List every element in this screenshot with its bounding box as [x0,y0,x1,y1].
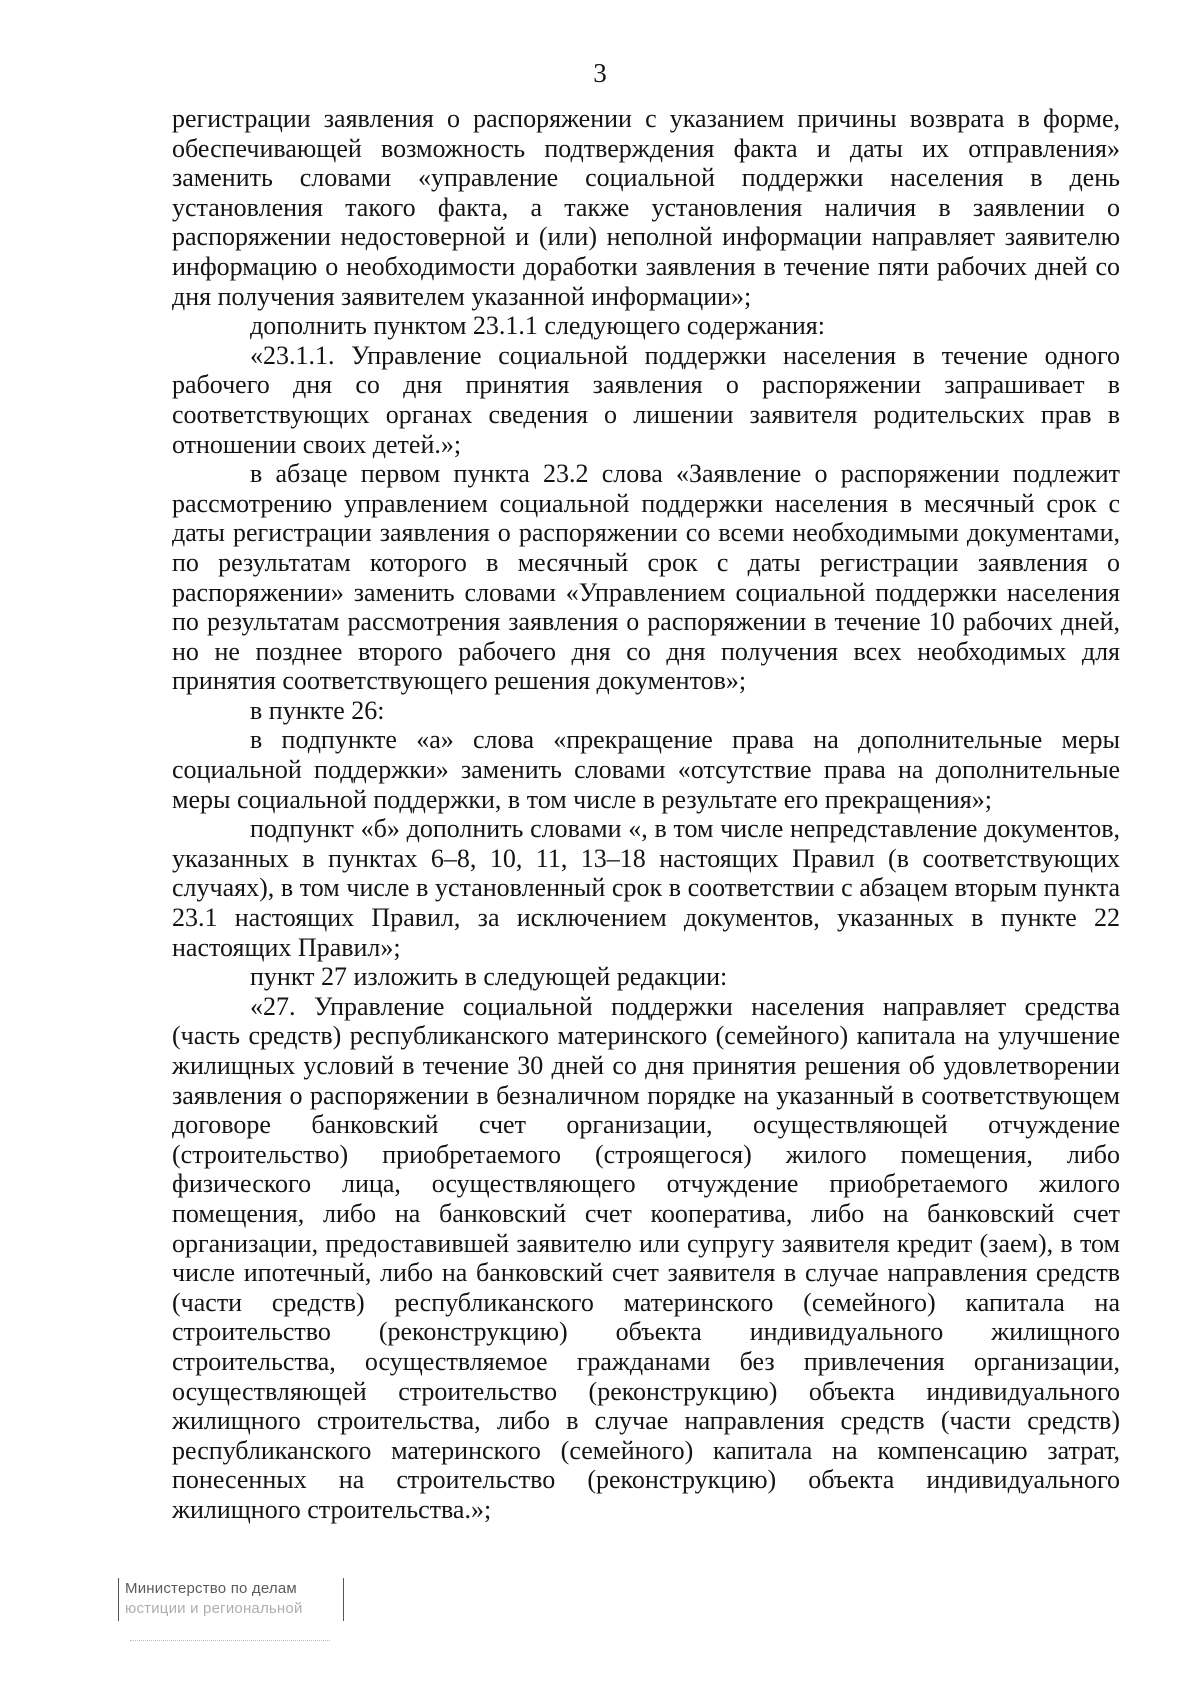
stamp-line: юстиции и региональной [125,1600,303,1617]
stamp-line: Министерство по делам [125,1580,297,1597]
paragraph: в абзаце первом пункта 23.2 слова «Заявление о распоряжении подлежит рассмотрению управлением социальной поддержки населения в месячный срок с даты регистрации заявления о распоряжении со всеми необходимыми документами, по результатам которого в месячный срок с даты регистрации заявления о распоряжении» заменить словами «Управлением социальной поддержки населения по результатам рассмотрения заявления о распоряжении в течение 10 рабочих дней, но не позднее второго рабочего дня со дня получения всех необходимых для принятия соответствующего решения документов»; [172,459,1120,696]
stamp-underline [130,1626,330,1641]
ministry-stamp [118,1578,344,1621]
paragraph-continuation: регистрации заявления о распоряжении с указанием причины возврата в форме, обеспечивающей возможность подтверждения факта и даты их отправления» заменить словами «управление социальной поддержки населения в день установления такого факта, а также установления наличия в заявлении о распоряжении недостоверной и (или) неполной информации направляет заявителю информацию о необходимости доработки заявления в течение пяти рабочих дней со дня получения заявителем указанной информации»; [172,104,1120,311]
paragraph: в подпункте «а» слова «прекращение права на дополнительные меры социальной поддержки» заменить словами «отсутствие права на дополнительные меры социальной поддержки, в том числе в результате его прекращения»; [172,725,1120,814]
document-body [172,104,1120,1525]
paragraph: подпункт «б» дополнить словами «, в том числе непредставление документов, указанных в пунктах 6–8, 10, 11, 13–18 настоящих Правил (в соответствующих случаях), в том числе в установленный срок в соответствии с абзацем вторым пункта 23.1 настоящих Правил, за исключением документов, указанных в пункте 22 настоящих Правил»; [172,814,1120,962]
page-number: 3 [593,58,607,88]
paragraph: «23.1.1. Управление социальной поддержки населения в течение одного рабочего дня со дня принятия заявления о распоряжении запрашивает в соответствующих органах сведения о лишении заявителя родительских прав в отношении своих детей.»; [172,340,1120,459]
paragraph: в пункте 26: [250,695,385,725]
paragraph: пункт 27 изложить в следующей редакции: [250,962,728,992]
paragraph: «27. Управление социальной поддержки населения направляет средства (часть средств) республиканского материнского (семейного) капитала на улучшение жилищных условий в течение 30 дней со дня принятия решения об удовлетворении заявления о распоряжении в безналичном порядке на указанный в соответствующем договоре банковский счет организации, осуществляющей отчуждение (строительство) приобретаемого (строящегося) жилого помещения, либо физического лица, осуществляющего отчуждение приобретаемого жилого помещения, либо на банковский счет кооператива, либо на банковский счет организации, предоставившей заявителю или супругу заявителя кредит (заем), в том числе ипотечный, либо на банковский счет заявителя в случае направления средств (части средств) республиканского материнского (семейного) капитала на строительство (реконструкцию) объекта индивидуального жилищного строительства, осуществляемое гражданами без привлечения организации, осуществляющей строительство (реконструкцию) объекта индивидуального жилищного строительства, либо в случае направления средств (части средств) республиканского материнского (семейного) капитала на компенсацию затрат, понесенных на строительство (реконструкцию) объекта индивидуального жилищного строительства.»; [172,991,1120,1524]
paragraph: дополнить пунктом 23.1.1 следующего содержания: [250,311,825,341]
